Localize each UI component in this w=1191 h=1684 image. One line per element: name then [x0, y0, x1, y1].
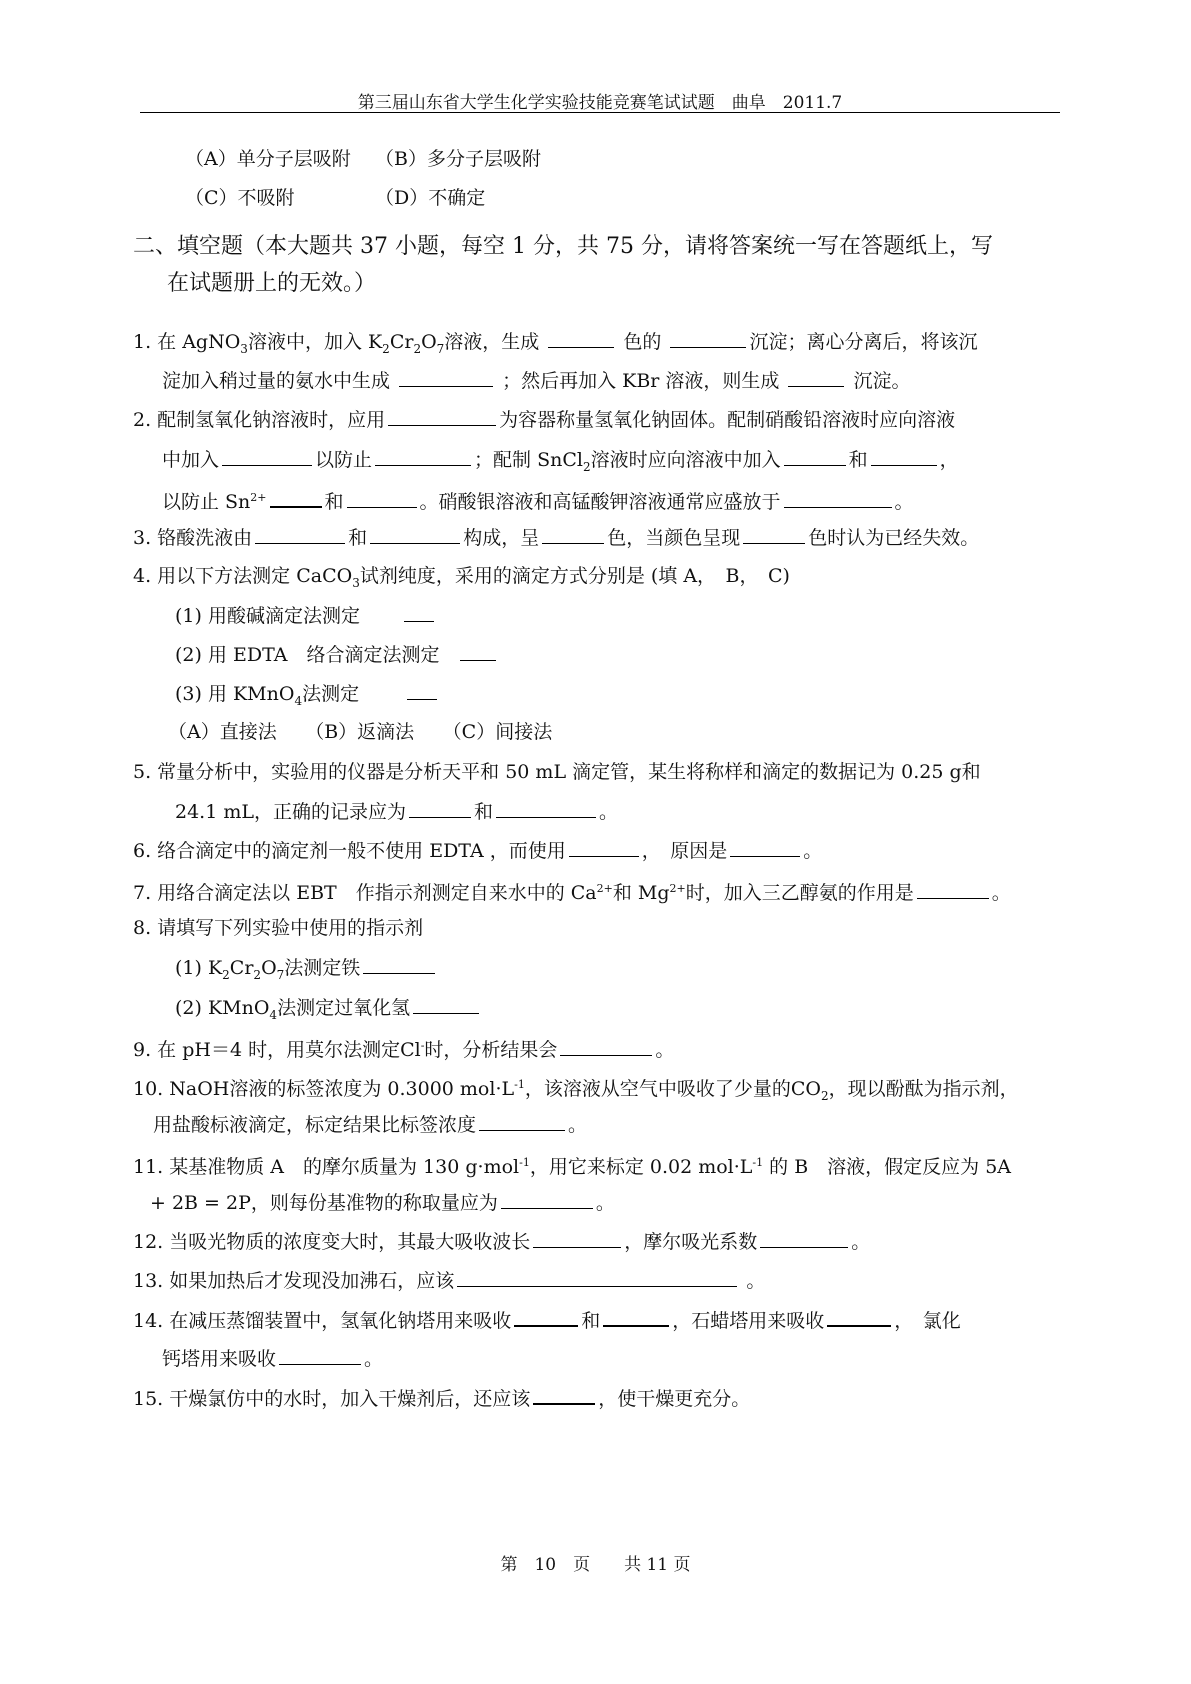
page-header: 第三届山东省大学生化学实验技能竞赛笔试试题 曲阜 2011.7 — [140, 88, 1060, 113]
q3-text: 和 — [348, 527, 368, 549]
q1-text: Cr — [389, 331, 414, 353]
q4-text: (3) 用 KMnO — [175, 683, 295, 705]
q6-text: 。 — [803, 840, 823, 862]
section-heading-cont: 在试题册上的无效。） — [167, 271, 377, 296]
question-13 — [133, 1268, 765, 1293]
q10-text: 用盐酸标液滴定，标定结果比标签浓度 — [153, 1114, 477, 1136]
answer-blank[interactable] — [399, 368, 493, 387]
q12-text: 。 — [851, 1231, 871, 1253]
q14-text: 14. 在减压蒸馏装置中，氢氧化钠塔用来吸收 — [133, 1310, 512, 1332]
q8-text: Cr — [229, 957, 254, 979]
option-c: （C）不吸附 — [185, 187, 295, 209]
q1-text: 淀加入稍过量的氨水中生成 — [162, 370, 391, 392]
question-14-cont — [162, 1346, 383, 1371]
q15-text: 15. 干燥氯仿中的水时，加入干燥剂后，还应该 — [133, 1388, 531, 1410]
answer-blank[interactable] — [670, 329, 746, 348]
answer-blank[interactable] — [514, 1307, 578, 1327]
answer-blank[interactable] — [375, 447, 471, 466]
question-12 — [133, 1229, 870, 1254]
question-4-item-1 — [175, 603, 437, 628]
answer-blank[interactable] — [871, 447, 937, 466]
q2-sub: 2 — [582, 460, 591, 474]
q1-sub: 3 — [240, 342, 248, 356]
q14-text: 和 — [581, 1310, 601, 1332]
answer-blank[interactable] — [255, 525, 345, 544]
q3-text: 色，当颜色呈现 — [607, 527, 741, 549]
q2-text: 为容器称量氢氧化钠固体。配制硝酸铅溶液时应向溶液 — [499, 409, 956, 431]
question-4 — [133, 564, 790, 595]
q2-text: 2. 配制氢氧化钠溶液时，应用 — [133, 409, 386, 431]
option-d: （D）不确定 — [375, 187, 486, 209]
q15-text: ，使干燥更充分。 — [598, 1388, 751, 1410]
q1-text: O — [421, 331, 437, 353]
q8-text: 法测定铁 — [284, 957, 361, 979]
q10-text: 10. NaOH溶液的标签浓度为 0.3000 mol·L — [133, 1078, 515, 1100]
q12-text: ，摩尔吸光系数 — [624, 1231, 758, 1253]
q2-text: 以防止 Sn — [162, 491, 251, 513]
q2-text: 和 — [324, 491, 344, 513]
answer-blank[interactable] — [404, 603, 434, 622]
q2-text: ；配制 SnCl — [474, 449, 583, 471]
q11-text: 的 B 溶液，假定反应为 5A — [769, 1156, 1012, 1178]
option-a: （A）单分子层吸附 — [185, 148, 351, 170]
q1-text: 色的 — [623, 331, 662, 353]
q1-text: ；然后再加入 KBr 溶液，则生成 — [502, 370, 780, 392]
option-b: （B）多分子层吸附 — [375, 148, 541, 170]
answer-blank[interactable] — [370, 525, 460, 544]
question-1 — [133, 329, 977, 361]
q10-sup: -1 — [514, 1078, 525, 1091]
answer-blank[interactable] — [784, 447, 846, 466]
q4-sub: 4 — [294, 694, 303, 708]
answer-blank[interactable] — [460, 642, 496, 661]
q1-text: 溶液，生成 — [444, 331, 540, 353]
q8-sub: 7 — [276, 968, 285, 982]
q10-text: ，现以酚酞为指示剂， — [828, 1078, 1019, 1100]
q7-text: 。 — [991, 882, 1011, 904]
question-2-cont — [162, 447, 959, 479]
question-14 — [133, 1307, 961, 1333]
answer-blank[interactable] — [409, 799, 471, 818]
q2-sup: 2+ — [250, 491, 267, 504]
q9-sup: - — [420, 1039, 425, 1052]
q8-sub: 2 — [222, 968, 230, 982]
question-5-cont — [175, 799, 618, 824]
question-1-cont — [162, 368, 911, 393]
section-heading: 二、填空题（本大题共 37 小题，每空 1 分，共 75 分，请将答案统一写在答题纸上，写 — [133, 234, 993, 259]
q1-sub: 7 — [436, 342, 445, 356]
answer-blank[interactable] — [363, 955, 435, 974]
q6-text: 6. 络合滴定中的滴定剂一般不使用 EDTA ，而使用 — [133, 840, 566, 862]
question-3 — [133, 525, 979, 550]
question-2 — [133, 407, 955, 432]
q7-text: 时，加入三乙醇氨的作用是 — [685, 882, 914, 904]
q11-sup: -1 — [752, 1156, 764, 1169]
q4-text: (1) 用酸碱滴定法测定 — [175, 605, 360, 627]
answer-blank[interactable] — [542, 525, 604, 544]
q2-text: 溶液时应向溶液中加入 — [590, 449, 781, 471]
q3-text: 构成，呈 — [463, 527, 540, 549]
answer-blank[interactable] — [560, 1037, 652, 1056]
q4-text: 4. 用以下方法测定 CaCO — [133, 565, 353, 587]
answer-blank[interactable] — [827, 1307, 891, 1327]
q10-sub: 2 — [820, 1089, 829, 1103]
q8-sub: 2 — [253, 968, 262, 982]
q11-sup: -1 — [519, 1156, 530, 1169]
question-8: 8. 请填写下列实验中使用的指示剂 — [133, 917, 424, 939]
answer-blank[interactable] — [917, 880, 989, 899]
q11-text: 11. 某基准物质 A 的摩尔质量为 130 g·mol — [133, 1156, 520, 1178]
q2-text: ， — [939, 449, 959, 471]
q4-text: 试剂纯度，采用的滴定方式分别是 (填 A， B， C) — [359, 565, 790, 587]
q6-text: ， 原因是 — [641, 840, 728, 862]
question-15 — [133, 1385, 750, 1411]
q8-sub: 4 — [269, 1008, 278, 1022]
q7-text: 7. 用络合滴定法以 EBT 作指示剂测定自来水中的 Ca — [133, 882, 597, 904]
question-4-item-3 — [175, 681, 440, 713]
q8-text: 法测定过氧化氢 — [277, 997, 411, 1019]
q4-text: 法测定 — [302, 683, 360, 705]
answer-blank[interactable] — [407, 681, 437, 700]
answer-blank[interactable] — [788, 368, 844, 387]
q2-text: 。 — [894, 491, 914, 513]
q3-text: 3. 铬酸洗液由 — [133, 527, 253, 549]
q7-sup: 2+ — [669, 882, 686, 895]
answer-blank[interactable] — [760, 1229, 848, 1248]
answer-blank[interactable] — [603, 1307, 669, 1327]
answer-blank[interactable] — [548, 329, 614, 348]
answer-blank[interactable] — [457, 1268, 737, 1287]
answer-blank[interactable] — [784, 489, 892, 508]
q3-text: 色时认为已经失效。 — [808, 527, 980, 549]
q7-sup: 2+ — [596, 882, 613, 895]
answer-blank[interactable] — [388, 407, 496, 426]
q5-text: 24.1 mL，正确的记录应为 — [175, 801, 406, 823]
q12-text: 12. 当吸光物质的浓度变大时，其最大吸收波长 — [133, 1231, 531, 1253]
question-4-options: （A）直接法 （B）返滴法 （C）间接法 — [168, 721, 553, 743]
question-11 — [133, 1151, 1011, 1179]
q5-text: 和 — [473, 801, 493, 823]
q9-text: 时，分析结果会 — [424, 1039, 558, 1061]
q8-text: O — [261, 957, 277, 979]
q2-text: 中加入 — [162, 449, 220, 471]
q2-text: 。硝酸银溶液和高锰酸钾溶液通常应盛放于 — [419, 491, 781, 513]
q11-text: + 2B = 2P，则每份基准物的称取量应为 — [150, 1192, 498, 1214]
q11-text: 。 — [595, 1192, 615, 1214]
q14-text: ， 氯化 — [894, 1310, 961, 1332]
answer-blank[interactable] — [479, 1112, 565, 1131]
question-2-cont2 — [162, 486, 914, 514]
q10-text: 。 — [568, 1114, 588, 1136]
answer-blank[interactable] — [533, 1229, 621, 1248]
answer-blank[interactable] — [730, 838, 800, 857]
question-8-item-2 — [175, 995, 482, 1027]
answer-blank[interactable] — [413, 995, 479, 1014]
q1-sub: 2 — [413, 342, 422, 356]
question-11-cont — [150, 1190, 615, 1215]
q14-text: ，石蜡塔用来吸收 — [672, 1310, 825, 1332]
question-5: 5. 常量分析中，实验用的仪器是分析天平和 50 mL 滴定管，某生将称样和滴定的数据记为 0.25 g和 — [133, 761, 981, 783]
question-8-item-1 — [175, 955, 438, 987]
answer-blank[interactable] — [501, 1190, 593, 1209]
q13-text: 。 — [746, 1270, 766, 1292]
q4-text: (2) 用 EDTA 络合滴定法测定 — [175, 644, 440, 666]
answer-blank[interactable] — [347, 489, 417, 508]
answer-blank[interactable] — [270, 488, 322, 508]
q7-text: 和 Mg — [612, 882, 670, 904]
q5-text: 。 — [599, 801, 619, 823]
q11-text: ，用它来标定 0.02 mol·L — [529, 1156, 753, 1178]
q14-text: 。 — [364, 1348, 384, 1370]
page-footer: 第 10 页 共 11 页 — [500, 1555, 691, 1575]
q9-text: 9. 在 pH＝4 时，用莫尔法测定Cl — [133, 1039, 421, 1061]
q13-text: 13. 如果加热后才发现没加沸石，应该 — [133, 1270, 455, 1292]
q9-text: 。 — [655, 1039, 675, 1061]
q4-sub: 3 — [352, 576, 360, 590]
answer-blank[interactable] — [569, 838, 639, 857]
answer-blank[interactable] — [496, 799, 596, 818]
q10-text: ，该溶液从空气中吸收了少量的CO — [524, 1078, 821, 1100]
answer-blank[interactable] — [222, 447, 312, 466]
q1-text: 1. 在 AgNO — [133, 331, 241, 353]
answer-blank[interactable] — [533, 1385, 595, 1405]
answer-blank[interactable] — [279, 1346, 361, 1365]
question-7 — [133, 877, 1011, 905]
q1-sub: 2 — [382, 342, 390, 356]
q2-text: 以防止 — [315, 449, 373, 471]
question-9 — [133, 1034, 674, 1062]
question-4-item-2 — [175, 642, 499, 667]
q8-text: (2) KMnO — [175, 997, 270, 1019]
q8-text: (1) K — [175, 957, 223, 979]
q2-text: 和 — [848, 449, 868, 471]
question-10 — [133, 1073, 1019, 1108]
question-10-cont — [153, 1112, 587, 1137]
answer-blank[interactable] — [743, 525, 805, 544]
q1-text: 溶液中，加入 K — [247, 331, 383, 353]
q1-text: 沉淀；离心分离后，将该沉 — [749, 331, 978, 353]
question-6 — [133, 838, 822, 863]
q14-text: 钙塔用来吸收 — [162, 1348, 277, 1370]
q1-text: 沉淀。 — [853, 370, 911, 392]
